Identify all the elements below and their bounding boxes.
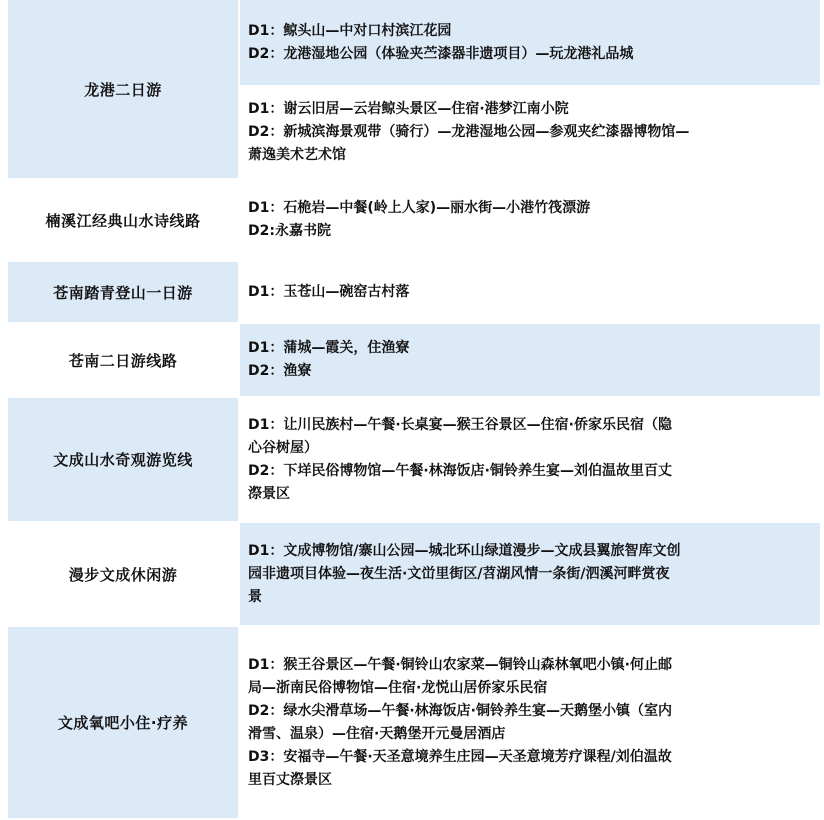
itinerary-line: 园非遗项目体验—夜生活·文峃里街区/苕湖风情一条街/泗溪河畔赏夜 <box>248 565 670 582</box>
itinerary-line: 景 <box>248 588 262 605</box>
route-name: 苍南二日游线路 <box>8 324 240 398</box>
itinerary-line: D1：玉苍山—碗窑古村落 <box>248 283 410 300</box>
itinerary-line: D3：安福寺—午餐·天圣意境养生庄园—天圣意境芳疗课程/刘伯温故 <box>248 748 672 765</box>
itinerary-line: D1：谢云旧居—云岩鲸头景区—住宿·港梦江南小院 <box>248 101 569 117</box>
itinerary-line: 漈景区 <box>248 485 290 502</box>
route-name: 漫步文成休闲游 <box>8 523 240 627</box>
itinerary-line: D1：石桅岩—中餐(岭上人家)—丽水街—小港竹筏漂游 <box>248 200 591 216</box>
itinerary-option <box>240 0 820 87</box>
itinerary-line: D2：渔寮 <box>248 363 312 379</box>
route-name: 文成氧吧小住·疗养 <box>8 627 240 820</box>
route-details <box>240 627 820 820</box>
route-row <box>8 262 820 324</box>
route-row <box>8 627 820 820</box>
itinerary-line: D2：新城滨海景观带（骑行）—龙港湿地公园—参观夹纻漆器博物馆— <box>248 124 690 140</box>
route-name: 楠溪江经典山水诗线路 <box>8 180 240 262</box>
right-margin <box>820 0 824 820</box>
itinerary-option <box>240 180 820 262</box>
itinerary-line: D2：绿水尖滑草场—午餐·林海饭店·铜铃养生宴—天鹅堡小镇（室内 <box>248 702 672 719</box>
route-details <box>240 0 820 180</box>
itinerary-line: D1：猴王谷景区—午餐·铜铃山农家菜—铜铃山森林氧吧小镇·何止邮 <box>248 656 672 673</box>
itinerary-line: 里百丈漈景区 <box>248 771 332 788</box>
itinerary-line: 萧逸美术艺术馆 <box>248 147 346 163</box>
itinerary-line: D1：文成博物馆/寨山公园—城北环山绿道漫步—文成县翼旅智库文创 <box>248 542 681 559</box>
route-details <box>240 324 820 398</box>
itinerary-line: 局—浙南民俗博物馆—住宿·龙悦山居侨家乐民宿 <box>248 679 548 696</box>
route-row <box>8 0 820 180</box>
route-details <box>240 523 820 627</box>
itinerary-line: 心谷树屋） <box>248 439 318 456</box>
itinerary-line: D2：龙港湿地公园（体验夹苎漆器非遗项目）—玩龙港礼品城 <box>248 45 634 62</box>
route-name: 苍南踏青登山一日游 <box>8 262 240 324</box>
itinerary-option <box>240 627 820 820</box>
itinerary-table <box>8 0 820 820</box>
itinerary-line: 滑雪、温泉）—住宿·天鹅堡开元曼居酒店 <box>248 725 506 742</box>
route-row <box>8 180 820 262</box>
route-row <box>8 398 820 523</box>
left-margin <box>0 0 8 820</box>
route-row <box>8 324 820 398</box>
route-row <box>8 523 820 627</box>
route-name: 文成山水奇观游览线 <box>8 398 240 523</box>
route-details <box>240 398 820 523</box>
itinerary-option <box>240 398 820 523</box>
route-details <box>240 262 820 324</box>
itinerary-line: D1：蒲城—霞关，住渔寮 <box>248 340 410 356</box>
itinerary-line: D2:永嘉书院 <box>248 223 331 239</box>
itinerary-line: D1：让川民族村—午餐·长桌宴—猴王谷景区—住宿·侨家乐民宿（隐 <box>248 416 672 433</box>
itinerary-option <box>240 324 820 398</box>
itinerary-line: D1：鲸头山—中对口村滨江花园 <box>248 22 452 39</box>
itinerary-option <box>240 87 820 180</box>
route-name: 龙港二日游 <box>8 0 240 180</box>
itinerary-option <box>240 523 820 627</box>
route-details <box>240 180 820 262</box>
itinerary-line: D2：下垟民俗博物馆—午餐·林海饭店·铜铃养生宴—刘伯温故里百丈 <box>248 462 672 479</box>
itinerary-option <box>240 262 820 324</box>
